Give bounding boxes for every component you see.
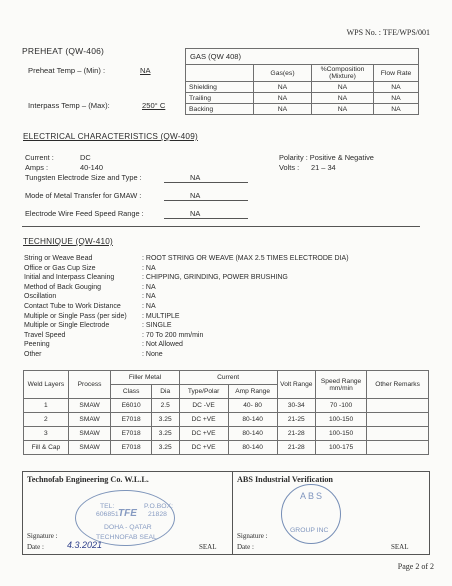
current-value: DC [80, 153, 91, 162]
technique-label: Contact Tube to Work Distance [24, 303, 121, 310]
inspector-signature-box [233, 472, 430, 555]
stamp-text: ABS [300, 491, 325, 501]
gas-cell: NA [374, 104, 419, 115]
gas-cell: Shielding [186, 82, 254, 93]
technique-value: : Not Allowed [142, 341, 183, 349]
gas-table [185, 48, 419, 115]
technique-label: Multiple or Single Pass (per side) [24, 312, 127, 320]
technique-label: Peening [24, 341, 50, 349]
dia-header: Dia [151, 385, 179, 399]
volt-header: Volt Range [277, 371, 315, 399]
gas-cell: Backing [186, 104, 254, 115]
contractor-seal-label: SEAL [199, 543, 217, 551]
gas-col-0 [186, 65, 254, 82]
weld-cell: 3.25 [151, 413, 179, 427]
current-label: Current : [25, 153, 54, 162]
gas-col-2: %Composition (Mixture) [312, 65, 374, 82]
weld-cell: 2.5 [151, 399, 179, 413]
gas-row [186, 93, 419, 104]
stamp-text: 606851 [96, 511, 119, 518]
process-header: Process [68, 371, 111, 399]
stamp-text: P.O.BOX: [144, 503, 173, 510]
weld-cell: DC +VE [179, 441, 228, 455]
stamp-text: DOHA - QATAR [104, 524, 152, 531]
weld-row [24, 413, 429, 427]
transfer-label: Mode of Metal Transfer for GMAW : [25, 191, 142, 200]
weld-cell: DC +VE [179, 427, 228, 441]
weld-row [24, 441, 429, 455]
feed-label: Electrode Wire Feed Speed Range : [25, 209, 144, 218]
technique-label: Method of Back Gouging [24, 283, 102, 291]
technique-label: Other [24, 351, 42, 358]
wps-number: WPS No. : TFE/WPS/001 [346, 28, 430, 37]
gas-cell: NA [374, 93, 419, 104]
weld-cell: 100-175 [315, 441, 366, 455]
gas-cell: NA [254, 104, 312, 115]
weld-cell: 21-28 [277, 427, 315, 441]
contractor-date-label: Date : [27, 543, 44, 551]
technique-label: String or Weave Bead [24, 255, 93, 262]
weld-row [24, 427, 429, 441]
weld-cell: 2 [24, 413, 69, 427]
type-header: Type/Polar [179, 385, 228, 399]
gas-cell: NA [374, 82, 419, 93]
inspector-seal-label: SEAL [391, 543, 409, 551]
inspector-stamp [281, 484, 341, 544]
technique-value: : CHIPPING, GRINDING, POWER BRUSHING [142, 274, 288, 282]
weld-table [23, 370, 429, 455]
gas-title: GAS (QW 408) [186, 49, 419, 65]
weld-cell: 80-140 [228, 441, 277, 455]
gas-row [186, 82, 419, 93]
gas-cell: NA [312, 93, 374, 104]
contractor-signature-box [23, 472, 233, 555]
interpass-label: Interpass Temp – (Max): [28, 101, 110, 110]
technique-label: Oscillation [24, 293, 57, 301]
weld-cell: E7018 [111, 441, 152, 455]
weld-cell: 3.25 [151, 427, 179, 441]
remarks-header: Other Remarks [367, 371, 429, 399]
signature-table [22, 471, 430, 555]
preheat-title: PREHEAT (QW-406) [22, 46, 105, 56]
technique-value: : ROOT STRING OR WEAVE (MAX 2.5 TIMES ELECTRODE DIA) [142, 255, 349, 262]
weld-cell: 21-25 [277, 413, 315, 427]
weld-cell [367, 399, 429, 413]
volts-label: Volts : [279, 163, 300, 172]
interpass-value: 250° C [142, 101, 166, 110]
weld-cell [367, 427, 429, 441]
weld-cell: 40- 80 [228, 399, 277, 413]
gas-cell: Trailing [186, 93, 254, 104]
preheat-min-value: NA [140, 66, 151, 75]
contractor-signature-label: Signature : [27, 532, 58, 540]
feed-value: NA [190, 209, 201, 218]
company-stamp [75, 490, 175, 546]
weld-cell: 30-34 [277, 399, 315, 413]
stamp-text: TEL: [100, 503, 115, 510]
gas-cell: NA [254, 82, 312, 93]
filler-header: Filler Metal [111, 371, 179, 385]
gas-row [186, 104, 419, 115]
weld-cell: 21-28 [277, 441, 315, 455]
weld-layers-header: Weld Layers [24, 371, 69, 399]
weld-cell [367, 441, 429, 455]
weld-cell: SMAW [68, 441, 111, 455]
page-number: Page 2 of 2 [397, 562, 434, 571]
weld-cell: 3.25 [151, 441, 179, 455]
technique-label: Travel Speed [24, 331, 66, 339]
weld-cell: DC -VE [179, 399, 228, 413]
weld-cell: SMAW [68, 399, 111, 413]
section-divider [22, 226, 420, 227]
weld-cell: 1 [24, 399, 69, 413]
weld-cell [367, 413, 429, 427]
technique-value: : SINGLE [142, 322, 172, 330]
weld-cell: DC +VE [179, 413, 228, 427]
technique-value: : NA [142, 264, 156, 272]
contractor-date-value: 4.3.2021 [67, 540, 103, 550]
underline [164, 182, 248, 183]
weld-cell: SMAW [68, 413, 111, 427]
stamp-text: 21828 [148, 511, 167, 518]
current-header: Current [179, 371, 277, 385]
stamp-text: GROUP INC [290, 527, 329, 534]
weld-cell: E7018 [111, 413, 152, 427]
technique-value: : NA [142, 293, 156, 301]
tungsten-value: NA [190, 173, 201, 182]
gas-col-3: Flow Rate [374, 65, 419, 82]
technique-value: : MULTIPLE [142, 312, 180, 320]
electrical-title: ELECTRICAL CHARACTERISTICS (QW-409) [23, 132, 198, 141]
tungsten-label: Tungsten Electrode Size and Type : [25, 173, 142, 182]
inspector-name: ABS Industrial Verification [237, 475, 333, 484]
speed-header: Speed Range mm/min [315, 371, 366, 399]
technique-value: : 70 To 200 mm/min [142, 331, 204, 339]
amps-label: Amps : [25, 163, 48, 172]
weld-row [24, 399, 429, 413]
weld-cell: Fill & Cap [24, 441, 69, 455]
technique-label: Office or Gas Cup Size [24, 264, 96, 272]
amps-value: 40-140 [80, 163, 104, 172]
underline [164, 200, 248, 201]
inspector-date-label: Date : [237, 543, 254, 551]
transfer-value: NA [190, 191, 201, 200]
gas-col-1: Gas(es) [254, 65, 312, 82]
technique-label: Initial and Interpass Cleaning [24, 274, 115, 282]
weld-cell: 80-140 [228, 413, 277, 427]
gas-cell: NA [254, 93, 312, 104]
gas-cell: NA [312, 104, 374, 115]
weld-cell: 100-150 [315, 413, 366, 427]
weld-cell: SMAW [68, 427, 111, 441]
stamp-logo: TFE [118, 508, 137, 519]
volts-value: 21 – 34 [311, 163, 336, 172]
technique-value: : NA [142, 283, 156, 291]
weld-cell: 70 -100 [315, 399, 366, 413]
weld-cell: E7018 [111, 427, 152, 441]
contractor-name: Technofab Engineering Co. W.L.L. [27, 475, 149, 484]
weld-cell: 3 [24, 427, 69, 441]
amp-header: Amp Range [228, 385, 277, 399]
technique-label: Multiple or Single Electrode [24, 322, 110, 330]
technique-title: TECHNIQUE (QW-410) [23, 237, 113, 246]
gas-cell: NA [312, 82, 374, 93]
technique-value: : NA [142, 303, 156, 310]
technique-value: : None [142, 351, 163, 358]
class-header: Class [111, 385, 152, 399]
stamp-text: TECHNOFAB SEAL [96, 534, 157, 541]
preheat-min-label: Preheat Temp – (Min) : [28, 66, 106, 75]
weld-cell: 100-150 [315, 427, 366, 441]
polarity-label: Polarity : Positive & Negative [279, 153, 374, 162]
underline [164, 218, 248, 219]
inspector-signature-label: Signature : [237, 532, 268, 540]
weld-cell: 80-140 [228, 427, 277, 441]
weld-cell: E6010 [111, 399, 152, 413]
